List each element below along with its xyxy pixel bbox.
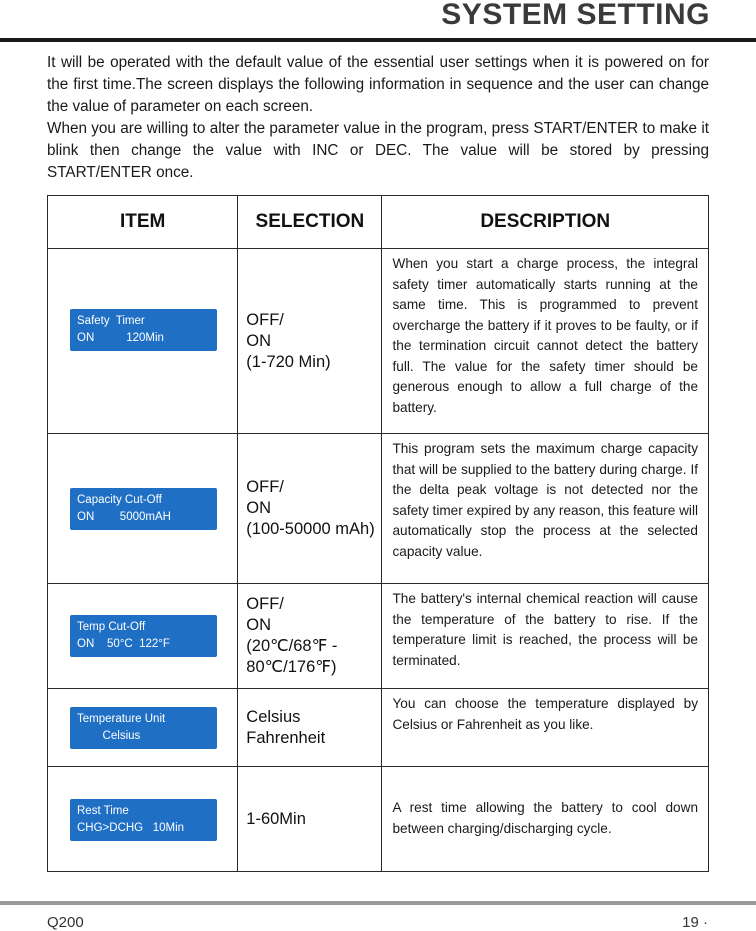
page-title: SYSTEM SETTING [441, 0, 710, 31]
selection-value: OFF/ ON (1-720 Min) [246, 310, 331, 371]
lcd-line-2: ON 50°C 122°F [77, 638, 170, 650]
header-selection: SELECTION [238, 196, 382, 249]
settings-table [47, 195, 709, 872]
lcd-line-1: Rest Time [77, 805, 129, 817]
lcd-screen-capacity-cut-off [70, 488, 217, 530]
intro-paragraph-1: It will be operated with the default value of the essential user settings when it is powered on for the first time.The screen displays the following information in sequence and the user can change the value of parameter on each screen. [47, 54, 709, 115]
selection-cell [238, 689, 382, 767]
selection-cell [238, 249, 382, 434]
description-cell: A rest time allowing the battery to cool down between charging/discharging cycle. [382, 767, 709, 872]
intro-paragraph-2: When you are willing to alter the parameter value in the program, press START/ENTER to make it blink then change the value with INC or DEC. The value will be stored by pressing START/ENTER once. [47, 120, 709, 181]
description-cell: The battery's internal chemical reaction will cause the temperature of the battery to rise. If the temperature limit is reached, the process will be terminated. [382, 584, 709, 689]
lcd-line-2: ON 120Min [77, 332, 164, 344]
table-row [48, 584, 709, 689]
selection-value: 1-60Min [246, 809, 306, 828]
footer-model: Q200 [47, 914, 84, 931]
lcd-line-1: Temp Cut-Off [77, 621, 146, 633]
lcd-screen-rest-time [70, 799, 217, 841]
lcd-line-2: Celsius [77, 730, 141, 742]
description-cell: You can choose the temperature displayed by Celsius or Fahrenheit as you like. [382, 689, 709, 767]
selection-cell [238, 434, 382, 584]
item-cell [48, 689, 238, 767]
page-number: 19 · [682, 914, 708, 931]
selection-value: OFF/ ON (20℃/68℉ - 80℃/176℉) [246, 595, 338, 676]
header-item: ITEM [48, 196, 238, 249]
lcd-line-1: Capacity Cut-Off [77, 494, 162, 506]
lcd-screen-temperature-unit [70, 707, 217, 749]
intro-text [47, 52, 709, 184]
footer-divider [0, 901, 756, 905]
item-cell [48, 249, 238, 434]
description-cell: When you start a charge process, the integral safety timer automatically starts running at the same time. This is programmed to prevent overcharge the battery if it proves to be faulty, or if the termination circuit cannot detect the battery full. The value for the safety timer should be generous enough to allow a full charge of the battery. [382, 249, 709, 434]
lcd-line-1: Temperature Unit [77, 713, 166, 725]
item-cell [48, 584, 238, 689]
table-row [48, 434, 709, 584]
selection-cell [238, 767, 382, 872]
table-row [48, 249, 709, 434]
header-description: DESCRIPTION [382, 196, 709, 249]
lcd-line-2: ON 5000mAH [77, 511, 171, 523]
table-row [48, 767, 709, 872]
item-cell [48, 434, 238, 584]
selection-value: Celsius Fahrenheit [246, 707, 326, 747]
lcd-screen-temp-cut-off [70, 615, 217, 657]
lcd-line-1: Safety Timer [77, 315, 145, 327]
table-header-row [48, 196, 709, 249]
table-row [48, 689, 709, 767]
lcd-line-2: CHG>DCHG 10Min [77, 822, 185, 834]
selection-value: OFF/ ON (100-50000 mAh) [246, 478, 375, 538]
lcd-screen-safety-timer [70, 309, 217, 351]
description-cell: This program sets the maximum charge capacity that will be supplied to the battery during charge. If the delta peak voltage is not detected nor the safety timer expired by any reason, this feature will automatically stop the process at the selected capacity value. [382, 434, 709, 584]
selection-cell [238, 584, 382, 689]
item-cell [48, 767, 238, 872]
title-divider [0, 38, 756, 42]
